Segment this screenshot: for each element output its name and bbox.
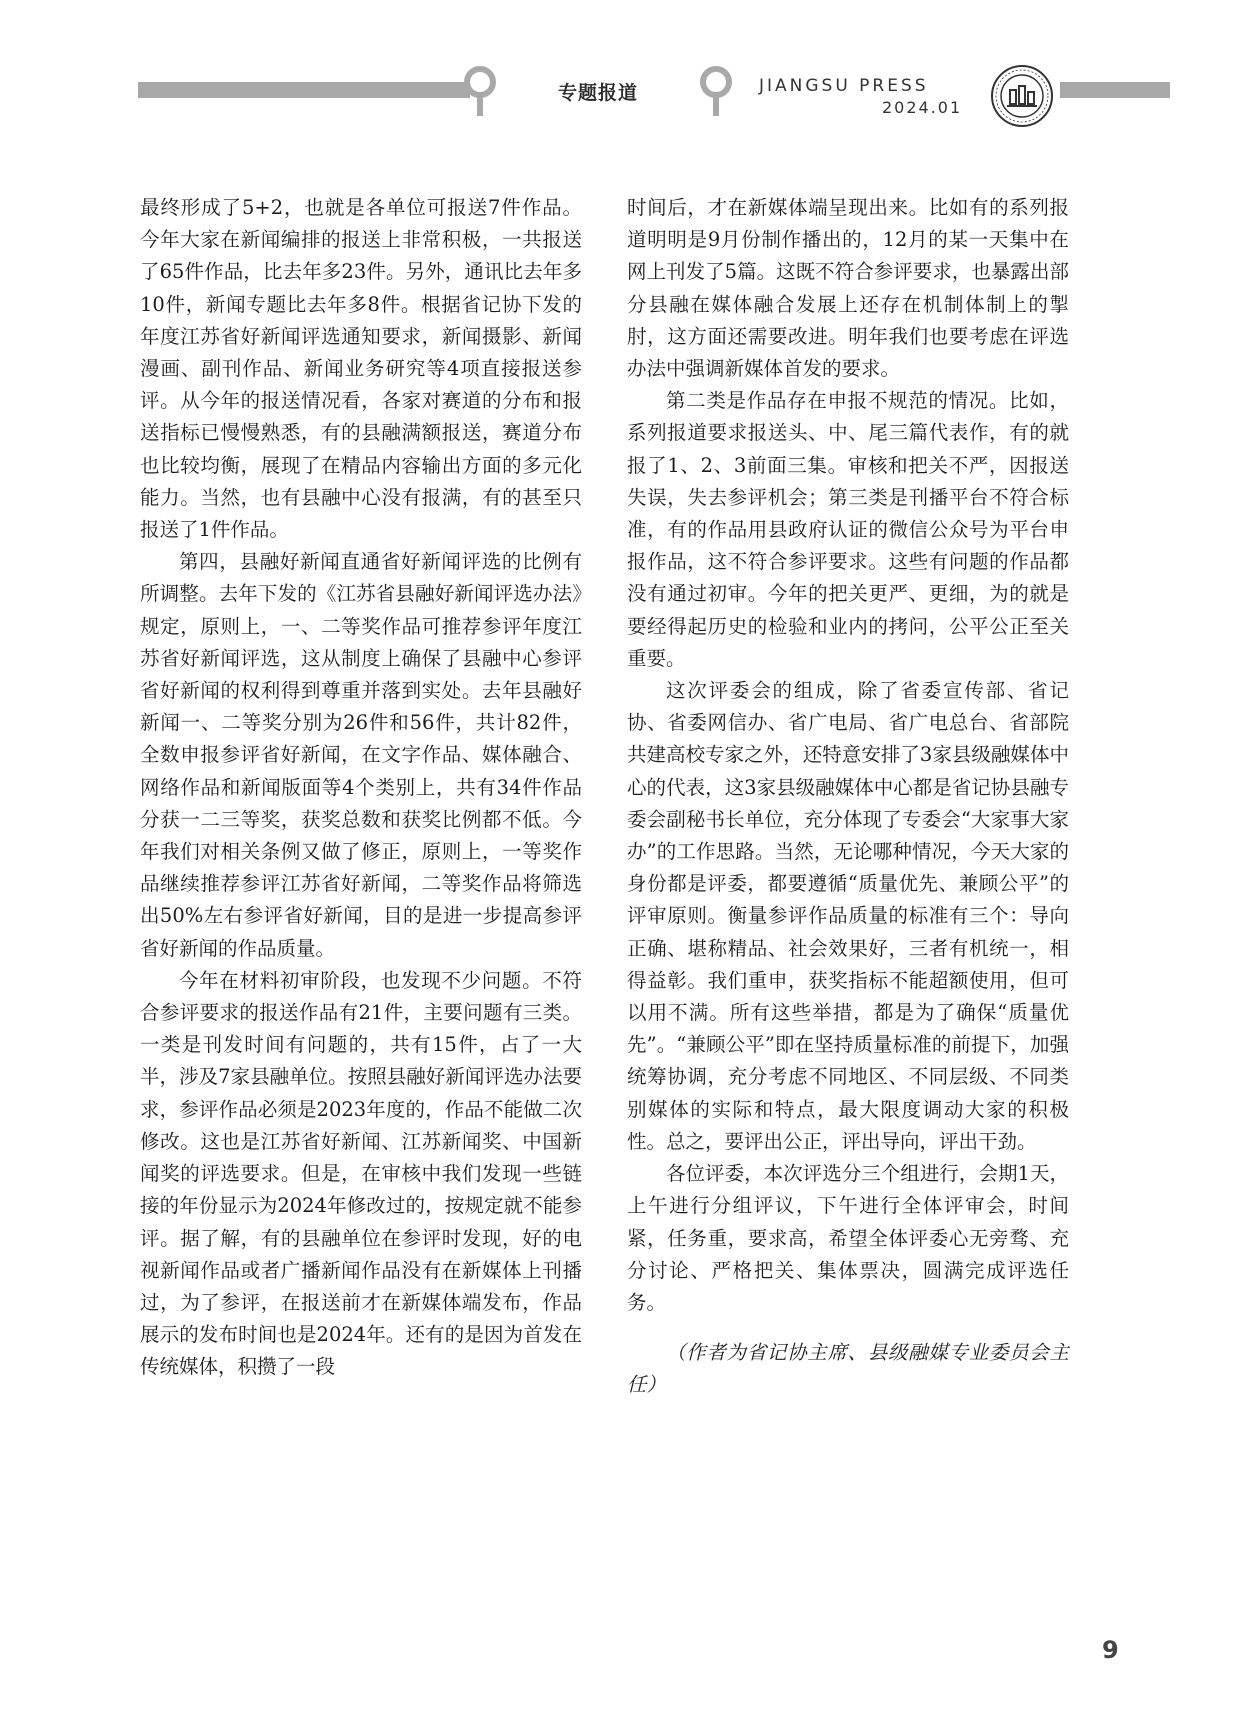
location-pin-icon — [698, 66, 734, 118]
publication-name: JIANGSU PRESS — [759, 76, 929, 96]
article-column-right — [627, 192, 1069, 1402]
issue-number: 2024.01 — [882, 98, 963, 117]
body-paragraph: 各位评委，本次评选分三个组进行，会期1天，上午进行分组评议，下午进行全体评审会，时间紧，任务重，要求高，希望全体评委心无旁骛、充分讨论、严格把关、集体票决，圆满完成评选任务。 — [627, 1162, 1069, 1314]
section-title: 专题报道 — [558, 82, 639, 104]
author-note: （作者为省记协主席、县级融媒专业委员会主任） — [627, 1341, 1069, 1397]
body-paragraph: 这次评委会的组成，除了省委宣传部、省记协、省委网信办、省广电局、省广电总台、省部院共建高校专家之外，还特意安排了3家县级融媒体中心的代表，这3家县级融媒体中心都是省记协县融专委会副秘书长单位，充分体现了专委会“大家事大家办”的工作思路。当然，无论哪种情况，今天大家的身份都是评委，都要遵循“质量优先、兼顾公平”的评审原则。衡量参评作品质量的标准有三个：导向正确、堪称精品、社会效果好，三者有机统一，相得益彰。我们重申，获奖指标不能超额使用，但可以用不满。所有这些举措，都是为了确保“质量优先”。“兼顾公平”即在坚持质量标准的前提下，加强统筹协调，充分考虑不同地区、不同层级、不同类别媒体的实际和特点，最大限度调动大家的积极性。总之，要评出公正，评出导向，评出干劲。 — [627, 679, 1069, 1153]
body-paragraph: 第二类是作品存在申报不规范的情况。比如，系列报道要求报送头、中、尾三篇代表作，有的就报了1、2、3前面三集。审核和把关不严，因报送失误，失去参评机会；第三类是刊播平台不符合标准，有的作品用县政府认证的微信公众号为平台申报作品，这不符合参评要求。这些有问题的作品都没有通过初审。今年的把关更严、更细，为的就是要经得起历史的检验和业内的拷问，公平公正至关重要。 — [627, 389, 1069, 670]
header-rule-left — [138, 82, 470, 98]
header-rule-right — [1060, 82, 1170, 98]
body-paragraph: 最终形成了5+2，也就是各单位可报送7件作品。今年大家在新闻编排的报送上非常积极，一共报送了65件作品，比去年多23件。另外，通讯比去年多10件，新闻专题比去年多8件。根据省记协下发的年度江苏省好新闻评选通知要求，新闻摄影、新闻漫画、副刊作品、新闻业务研究等4项直接报送参评。从今年的报送情况看，各家对赛道的分布和报送指标已慢慢熟悉，有的县融满额报送，赛道分布也比较均衡，展现了在精品内容输出方面的多元化能力。当然，也有县融中心没有报满，有的甚至只报送了1件作品。 — [140, 196, 582, 542]
location-pin-icon — [462, 66, 498, 118]
article-column-left — [140, 192, 582, 1384]
body-paragraph: 第四，县融好新闻直通省好新闻评选的比例有所调整。去年下发的《江苏省县融好新闻评选办法》规定，原则上，一、二等奖作品可推荐参评年度江苏省好新闻评选，这从制度上确保了县融中心参评省好新闻的权利得到尊重并落到实处。去年县融好新闻一、二等奖分别为26件和56件，共计82件，全数申报参评省好新闻，在文字作品、媒体融合、网络作品和新闻版面等4个类别上，共有34件作品分获一二三等奖，获奖总数和获奖比例都不低。今年我们对相关条例又做了修正，原则上，一等奖作品继续推荐参评江苏省好新闻，二等奖作品将筛选出50%左右参评省好新闻，目的是进一步提高参评省好新闻的作品质量。 — [140, 550, 582, 960]
body-paragraph: 今年在材料初审阶段，也发现不少问题。不符合参评要求的报送作品有21件，主要问题有三类。一类是刊发时间有问题的，共有15件，占了一大半，涉及7家县融单位。按照县融好新闻评选办法要求，参评作品必须是2023年度的，作品不能做二次修改。这也是江苏省好新闻、江苏新闻奖、中国新闻奖的评选要求。但是，在审核中我们发现一些链接的年份显示为2024年修改过的，按规定就不能参评。据了解，有的县融单位在参评时发现，好的电视新闻作品或者广播新闻作品没有在新媒体上刊播过，为了参评，在报送前才在新媒体端发布，作品展示的发布时间也是2024年。还有的是因为首发在传统媒体，积攒了一段 — [140, 968, 582, 1379]
jiangsu-press-seal-icon — [990, 64, 1054, 128]
body-paragraph: 时间后，才在新媒体端呈现出来。比如有的系列报道明明是9月份制作播出的，12月的某一天集中在网上刊发了5篇。这既不符合参评要求，也暴露出部分县融在媒体融合发展上还存在机制体制上的掣肘，这方面还需要改进。明年我们也要考虑在评选办法中强调新媒体首发的要求。 — [627, 196, 1069, 381]
page-number: 9 — [1102, 1636, 1119, 1664]
